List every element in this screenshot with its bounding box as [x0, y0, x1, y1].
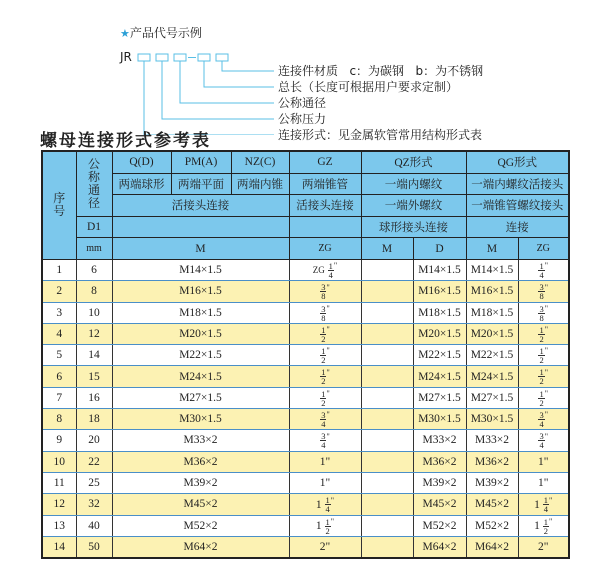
rows.12.qg_zg-whole: 1 [534, 519, 540, 532]
inch-mark: " [544, 389, 548, 399]
cell-qg-m: M30×1.5 [466, 409, 518, 430]
cell-m: M20×1.5 [112, 323, 289, 344]
inch-mark: " [544, 367, 548, 377]
cell-qg-m: M20×1.5 [466, 323, 518, 344]
cell-qz-d: M36×2 [413, 451, 466, 472]
cell-qg-zg [518, 536, 569, 558]
cell-qg-zg [518, 430, 569, 451]
rows.0.zg-denominator: 4 [328, 269, 333, 280]
cell-qz-d: M24×1.5 [413, 366, 466, 387]
rows.3.qg_zg-numerator: 1 [539, 324, 544, 335]
rows.3.qg_zg-denominator: 2 [539, 333, 544, 344]
table-row [42, 451, 569, 472]
rows.11.zg-denominator: 4 [325, 504, 330, 515]
header-q-desc: 两端球形 [112, 173, 171, 195]
star-icon: ★ [120, 27, 130, 40]
cell-zg [289, 451, 361, 472]
cell-qg-zg [518, 302, 569, 323]
cell-qg-zg [518, 345, 569, 366]
rows.0.zg-numerator: 1 [328, 260, 333, 271]
cell-qg-zg [518, 494, 569, 515]
inch-mark: " [544, 282, 548, 292]
cell-zg [289, 536, 361, 558]
table-title: 螺母连接形式参考表 [40, 131, 211, 151]
cell-dn: 14 [76, 345, 112, 366]
cell-dn: 22 [76, 451, 112, 472]
cell-qz-d: M22×1.5 [413, 345, 466, 366]
rows.12.zg-whole: 1 [315, 519, 322, 532]
rows.2.zg-numerator: 3 [321, 303, 326, 314]
cell-qz-d: M16×1.5 [413, 281, 466, 302]
cell-m: M24×1.5 [112, 366, 289, 387]
cell-m: M45×2 [112, 494, 289, 515]
rows.12.zg-numerator: 1 [325, 516, 330, 527]
rows.5.zg-numerator: 1 [321, 367, 326, 378]
cell-qz-m [361, 323, 413, 344]
cell-qz-d: M52×2 [413, 515, 466, 536]
inch-mark: " [544, 261, 548, 271]
inch-mark: " [326, 282, 330, 292]
code-box-material [216, 54, 228, 61]
table-row [42, 387, 569, 408]
rows.6.qg_zg-numerator: 1 [539, 388, 544, 399]
rows.7.zg-denominator: 4 [321, 419, 326, 430]
rows.7.qg_zg-denominator: 4 [539, 419, 544, 430]
cell-m: M16×1.5 [112, 281, 289, 302]
rows.7.zg-numerator: 3 [321, 410, 326, 421]
inch-mark: " [326, 410, 330, 420]
rows.0.qg_zg-denominator: 4 [539, 269, 544, 280]
cell-qz-m [361, 494, 413, 515]
rows.6.zg-denominator: 2 [321, 397, 326, 408]
cell-seq: 11 [42, 472, 76, 493]
cell-seq: 1 [42, 259, 76, 280]
header-qg-desc: 一端内螺纹活接头 [466, 173, 569, 195]
cell-dn: 40 [76, 515, 112, 536]
rows.11.qg_zg-numerator: 1 [543, 495, 549, 506]
cell-dn: 20 [76, 430, 112, 451]
cell-seq: 4 [42, 323, 76, 344]
cell-zg [289, 472, 361, 493]
inch-mark: " [330, 495, 335, 505]
table-row [42, 409, 569, 430]
cell-dn: 50 [76, 536, 112, 558]
cell-qg-zg [518, 323, 569, 344]
rows.8.zg-denominator: 4 [321, 440, 326, 451]
header-qg: QG形式 [466, 151, 569, 173]
rows.10.zg-text: 1" [319, 477, 331, 490]
inch-mark: " [326, 303, 330, 313]
cell-dn: 32 [76, 494, 112, 515]
header-union-connection: 活接头连接 [112, 195, 289, 217]
header-qg-connect: 连接 [466, 216, 569, 238]
rows.1.qg_zg-numerator: 3 [539, 282, 544, 293]
cell-zg [289, 281, 361, 302]
rows.11.qg_zg-denominator: 4 [543, 504, 549, 515]
cell-dn: 10 [76, 302, 112, 323]
label-length: 总长（长度可根据用户要求定制） [278, 80, 459, 94]
cell-qz-m [361, 409, 413, 430]
header-m: M [112, 238, 289, 260]
table-row [42, 366, 569, 387]
header-mm: mm [76, 238, 112, 260]
rows.4.qg_zg-denominator: 2 [539, 355, 544, 366]
rows.11.qg_zg-whole: 1 [534, 498, 540, 511]
table-row [42, 302, 569, 323]
rows.12.zg-denominator: 2 [325, 525, 330, 536]
header-qz-desc: 一端内螺纹 [361, 173, 466, 195]
inch-mark: " [326, 367, 330, 377]
code-box-connection [138, 54, 150, 61]
label-material: 连接件材质 c：为碳钢 b：为不锈钢 [278, 64, 484, 78]
rows.11.zg-numerator: 1 [325, 495, 330, 506]
cell-qg-m: M52×2 [466, 515, 518, 536]
cell-qg-m: M22×1.5 [466, 345, 518, 366]
cell-qg-zg [518, 515, 569, 536]
cell-qz-d: M27×1.5 [413, 387, 466, 408]
inch-mark: " [544, 325, 548, 335]
cell-dn: 6 [76, 259, 112, 280]
inch-mark: " [549, 516, 553, 526]
cell-qz-m [361, 536, 413, 558]
cell-qg-zg [518, 259, 569, 280]
cell-dn: 16 [76, 387, 112, 408]
cell-m: M30×1.5 [112, 409, 289, 430]
cell-seq: 5 [42, 345, 76, 366]
cell-m: M33×2 [112, 430, 289, 451]
rows.13.qg_zg-text: 2" [538, 540, 549, 553]
table-row [42, 281, 569, 302]
cell-qz-m [361, 430, 413, 451]
cell-zg [289, 430, 361, 451]
cell-qg-m: M14×1.5 [466, 259, 518, 280]
rows.3.zg-numerator: 1 [321, 324, 326, 335]
cell-seq: 12 [42, 494, 76, 515]
header-nz-desc: 两端内锥 [231, 173, 289, 195]
cell-dn: 15 [76, 366, 112, 387]
rows.5.qg_zg-denominator: 2 [539, 376, 544, 387]
nut-connection-table [41, 150, 570, 559]
cell-m: M22×1.5 [112, 345, 289, 366]
cell-m: M36×2 [112, 451, 289, 472]
cell-qg-zg [518, 409, 569, 430]
table-row [42, 259, 569, 280]
header-nz: NZ(C) [231, 151, 289, 173]
header-pm: PM(A) [171, 151, 231, 173]
header-gz: GZ [289, 151, 361, 173]
inch-mark: " [326, 346, 330, 356]
table-row [42, 515, 569, 536]
inch-mark: " [326, 389, 330, 399]
cell-qz-d: M39×2 [413, 472, 466, 493]
cell-zg [289, 345, 361, 366]
cell-m: M64×2 [112, 536, 289, 558]
label-connection: 连接形式：见金属软管常用结构形式表 [278, 128, 483, 142]
cell-qg-m: M39×2 [466, 472, 518, 493]
code-box-length [198, 54, 210, 61]
cell-zg [289, 515, 361, 536]
cell-zg [289, 302, 361, 323]
header-pm-desc: 两端平面 [171, 173, 231, 195]
cell-qz-m [361, 515, 413, 536]
cell-qg-m: M16×1.5 [466, 281, 518, 302]
cell-qg-m: M64×2 [466, 536, 518, 558]
rows.10.qg_zg-text: 1" [538, 477, 549, 490]
cell-zg [289, 259, 361, 280]
rows.2.qg_zg-numerator: 3 [539, 303, 544, 314]
cell-seq: 9 [42, 430, 76, 451]
header-nominal-diameter: 公称通径 [76, 151, 112, 216]
header-qz-ball: 球形接头连接 [361, 216, 466, 238]
header-qz: QZ形式 [361, 151, 466, 173]
example-title-text: 产品代号示例 [129, 26, 202, 40]
cell-m: M27×1.5 [112, 387, 289, 408]
product-code-prefix: JR [120, 50, 132, 64]
rows.9.qg_zg-text: 1" [538, 455, 549, 468]
cell-zg [289, 323, 361, 344]
label-pressure: 公称压力 [278, 112, 327, 126]
header-qz-d: D [413, 238, 466, 260]
cell-qz-m [361, 472, 413, 493]
cell-qg-m: M33×2 [466, 430, 518, 451]
cell-qz-d: M18×1.5 [413, 302, 466, 323]
cell-m: M52×2 [112, 515, 289, 536]
inch-mark: " [544, 346, 548, 356]
inch-mark: " [330, 516, 335, 526]
inch-mark: " [333, 261, 338, 271]
cell-qz-m [361, 451, 413, 472]
code-box-diameter [174, 54, 186, 61]
cell-qz-m [361, 259, 413, 280]
rows.4.qg_zg-numerator: 1 [539, 346, 544, 357]
rows.5.qg_zg-numerator: 1 [539, 367, 544, 378]
cell-m: M39×2 [112, 472, 289, 493]
cell-qz-d: M64×2 [413, 536, 466, 558]
rows.11.zg-whole: 1 [315, 498, 322, 511]
cell-dn: 25 [76, 472, 112, 493]
cell-qz-d: M33×2 [413, 430, 466, 451]
cell-zg [289, 494, 361, 515]
header-gz-blank [289, 216, 361, 238]
rows.4.zg-numerator: 1 [321, 346, 326, 357]
cell-seq: 7 [42, 387, 76, 408]
rows.2.qg_zg-denominator: 8 [539, 312, 544, 323]
cell-qg-m: M18×1.5 [466, 302, 518, 323]
inch-mark: " [544, 303, 548, 313]
rows.13.zg-text: 2" [319, 540, 331, 553]
cell-qg-zg [518, 387, 569, 408]
inch-mark: " [549, 495, 553, 505]
header-gz-union: 活接头连接 [289, 195, 361, 217]
cell-qz-d: M30×1.5 [413, 409, 466, 430]
header-blank [112, 216, 289, 238]
cell-m: M14×1.5 [112, 259, 289, 280]
cell-qg-zg [518, 366, 569, 387]
cell-qg-zg [518, 472, 569, 493]
header-seq: 序号 [42, 151, 76, 259]
cell-qg-zg [518, 281, 569, 302]
cell-dn: 12 [76, 323, 112, 344]
table-row [42, 430, 569, 451]
cell-qz-d: M14×1.5 [413, 259, 466, 280]
rows.8.qg_zg-denominator: 4 [539, 440, 544, 451]
cell-m: M18×1.5 [112, 302, 289, 323]
table-row [42, 494, 569, 515]
cell-seq: 8 [42, 409, 76, 430]
cell-qz-d: M45×2 [413, 494, 466, 515]
cell-dn: 18 [76, 409, 112, 430]
cell-seq: 3 [42, 302, 76, 323]
rows.6.zg-numerator: 1 [321, 388, 326, 399]
inch-mark: " [326, 431, 330, 441]
cell-seq: 13 [42, 515, 76, 536]
cell-seq: 2 [42, 281, 76, 302]
header-qg-zg: ZG [518, 238, 569, 260]
cell-qz-m [361, 345, 413, 366]
cell-qz-d: M20×1.5 [413, 323, 466, 344]
cell-qg-m: M24×1.5 [466, 366, 518, 387]
header-qg-taper: 一端锥管螺纹接头 [466, 195, 569, 217]
rows.0.qg_zg-numerator: 1 [539, 260, 544, 271]
table-row [42, 323, 569, 344]
cell-qz-m [361, 281, 413, 302]
rows.8.zg-numerator: 3 [321, 431, 326, 442]
rows.2.zg-denominator: 8 [321, 312, 326, 323]
cell-zg [289, 387, 361, 408]
rows.1.zg-numerator: 3 [321, 282, 326, 293]
rows.7.qg_zg-numerator: 3 [539, 410, 544, 421]
cell-qz-m [361, 302, 413, 323]
table-row [42, 345, 569, 366]
inch-mark: " [326, 325, 330, 335]
header-qz-m: M [361, 238, 413, 260]
cell-qg-m: M45×2 [466, 494, 518, 515]
cell-qz-m [361, 387, 413, 408]
rows.1.zg-denominator: 8 [321, 291, 326, 302]
header-zg: ZG [289, 238, 361, 260]
table-row [42, 472, 569, 493]
cell-qg-zg [518, 451, 569, 472]
rows.4.zg-denominator: 2 [321, 355, 326, 366]
table-row [42, 536, 569, 558]
cell-qz-m [361, 366, 413, 387]
inch-mark: " [544, 431, 548, 441]
header-gz-desc: 两端锥管 [289, 173, 361, 195]
rows.0.zg-prefix: ZG [312, 265, 325, 276]
cell-dn: 8 [76, 281, 112, 302]
rows.6.qg_zg-denominator: 2 [539, 397, 544, 408]
rows.9.zg-text: 1" [319, 455, 331, 468]
rows.8.qg_zg-numerator: 3 [539, 431, 544, 442]
rows.3.zg-denominator: 2 [321, 333, 326, 344]
cell-seq: 14 [42, 536, 76, 558]
label-diameter: 公称通径 [278, 96, 327, 110]
cell-qg-m: M27×1.5 [466, 387, 518, 408]
rows.12.qg_zg-denominator: 2 [543, 525, 549, 536]
rows.12.qg_zg-numerator: 1 [543, 516, 549, 527]
code-box-pressure [156, 54, 168, 61]
rows.1.qg_zg-denominator: 8 [539, 291, 544, 302]
cell-qg-m: M36×2 [466, 451, 518, 472]
cell-zg [289, 366, 361, 387]
header-qz-external: 一端外螺纹 [361, 195, 466, 217]
cell-seq: 6 [42, 366, 76, 387]
cell-seq: 10 [42, 451, 76, 472]
header-qg-m: M [466, 238, 518, 260]
header-q: Q(D) [112, 151, 171, 173]
inch-mark: " [544, 410, 548, 420]
header-d1: D1 [76, 216, 112, 238]
cell-zg [289, 409, 361, 430]
rows.5.zg-denominator: 2 [321, 376, 326, 387]
